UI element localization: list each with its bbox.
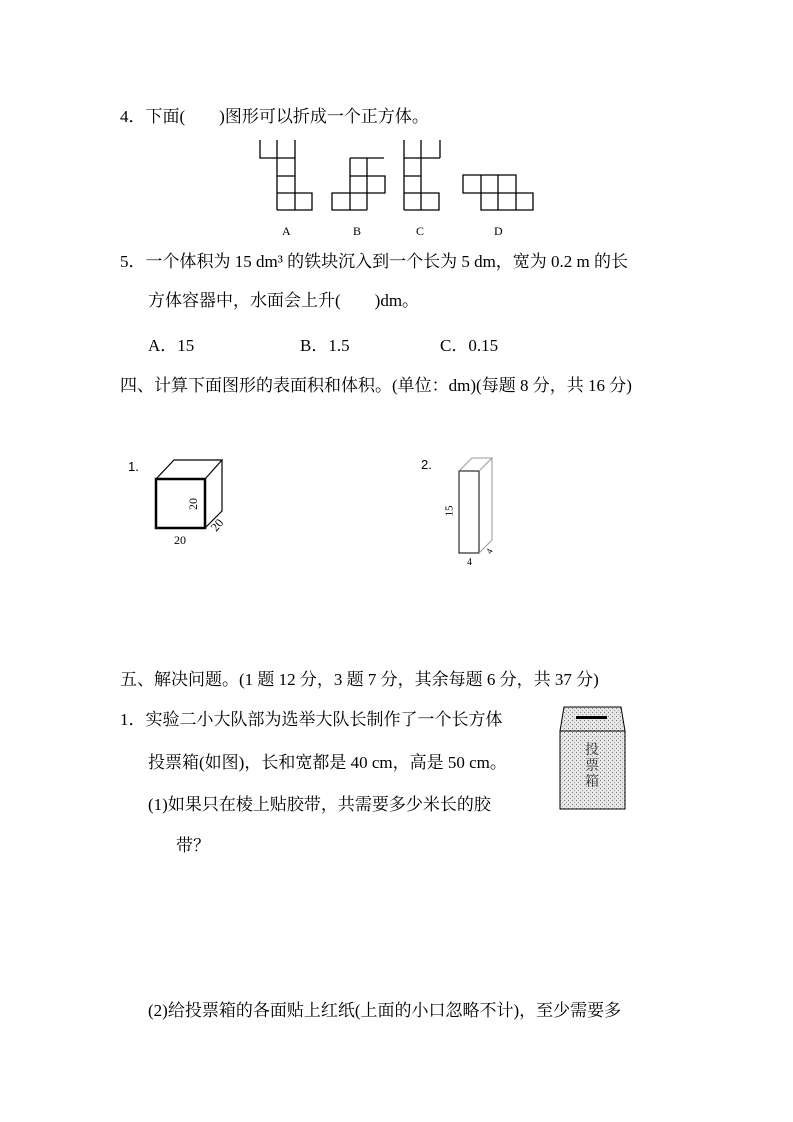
problem-1-line1: 1．实验二小大队部为选举大队长制作了一个长方体 xyxy=(120,710,503,729)
figure-1-number: 1. xyxy=(128,459,139,474)
section-5-title: 五、解决问题。(1 题 12 分，3 题 7 分，其余每题 6 分，共 37 分) xyxy=(120,670,599,689)
cube-side-label: 20 xyxy=(186,498,200,510)
cuboid-height-label: 15 xyxy=(443,505,456,517)
question-5-line1: 5．一个体积为 15 dm³ 的铁块沉入到一个长为 5 dm，宽为 0.2 m 的长 xyxy=(120,252,629,271)
net-label-a: A xyxy=(282,224,291,238)
net-label-b: B xyxy=(353,224,362,238)
section-4-title: 四、计算下面图形的表面积和体积。(单位：dm)(每题 8 分，共 16 分) xyxy=(120,376,632,395)
cuboid-bottom-label: 4 xyxy=(467,557,472,568)
cuboid-depth-label: 4 xyxy=(483,546,495,556)
choice-c: C．0.15 xyxy=(440,336,499,355)
sub-question-1-line1: (1)如果只在棱上贴胶带，共需要多少米长的胶 xyxy=(148,795,491,814)
sub-question-1-line2: 带？ xyxy=(176,836,210,855)
net-label-d: D xyxy=(494,224,503,238)
ballot-box-label: 投票箱 xyxy=(585,743,599,790)
net-label-c: C xyxy=(416,224,425,238)
cube-bottom-label: 20 xyxy=(174,533,186,547)
problem-1-line2: 投票箱(如图)，长和宽都是 40 cm，高是 50 cm。 xyxy=(148,753,507,772)
sub-question-2-line1: (2)给投票箱的各面贴上红纸(上面的小口忽略不计)，至少需要多 xyxy=(148,1001,622,1020)
figure-2-number: 2. xyxy=(421,457,432,472)
choice-b: B．1.5 xyxy=(300,336,350,355)
question-4: 4．下面( )图形可以折成一个正方体。 xyxy=(120,107,429,126)
cube-depth-label: 20 xyxy=(207,515,227,535)
choice-a: A．15 xyxy=(148,336,195,355)
question-5-line2: 方体容器中，水面会上升( )dm。 xyxy=(148,291,420,310)
